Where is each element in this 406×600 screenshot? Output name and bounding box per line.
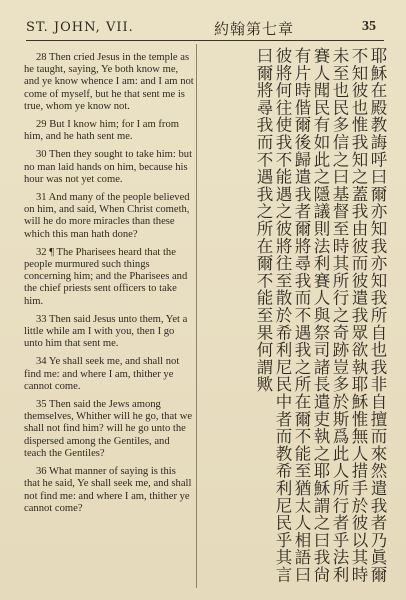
verse-36: 36 What manner of saying is this that he said, Ye shall seek me, and shall not find me: and where I am, thither ye cannot come? [24,466,192,514]
english-running-head: ST. JOHN, VII. [26,20,134,35]
column-divider [196,44,197,588]
verse-34: 34 Ye shall seek me, and shall not find me: and where I am, thither ye cannot come. [24,356,180,392]
chinese-running-head: 約翰第七章 [214,20,295,38]
verse-30: 30 Then they sought to take him: but no man laid hands on him, because his hour was not yet come. [24,149,193,185]
english-column [24,52,194,521]
verse-32: 32 ¶ The Pharisees heard that the people murmured such things concerning him; and the Pharisees and the chief priests sent officers to take him. [24,246,188,307]
verse-31: 31 And many of the people believed on him, and said, When Christ cometh, will he do more miracles than these which this man hath done? [24,192,190,240]
verse-35: 35 Then said the Jews among themselves, Whither will he go, that we shall not find him? will he go unto the dispersed among the Gentiles, and teach the Gentiles? [24,399,193,459]
verse-28: 28 Then cried Jesus in the temple as he taught, saying, Ye both know me, and ye know whence I am: and I am not come of myself, but he that sent me is true, whom ye know not. [24,52,194,112]
header-rule [26,40,384,41]
verse-33: 33 Then said Jesus unto them, Yet a little while am I with you, then I go unto him that sent me. [24,313,188,350]
page-number: 35 [362,19,376,34]
chinese-column: 耶穌在殿教誨呼曰爾亦知我亦知我所自也我非自擅而來然遣我者乃眞爾不知彼也惟我知之蓋我由彼而彼遣我眾欲執耶穌惟無人措手於彼以其時未至也民多信之曰基督至時其所行之奇跡豈多於斯爲此人所行者乎法利賽人聞民有如此之隱議則法利賽人與祭司諸長遣吏執之耶穌謂之曰我尙有片時偕爾後歸遣我者爾將尋我而不遇我之所在爾不能至猶太人相語曰彼將何往使我不能遇之彼將往至散於希利尼民中者而教希利尼民乎其言曰爾將尋我而不遇我之所在爾不能至果何謂歟 [254,47,387,584]
verse-29: 29 But I know him; for I am from him, and he hath sent me. [24,119,179,143]
